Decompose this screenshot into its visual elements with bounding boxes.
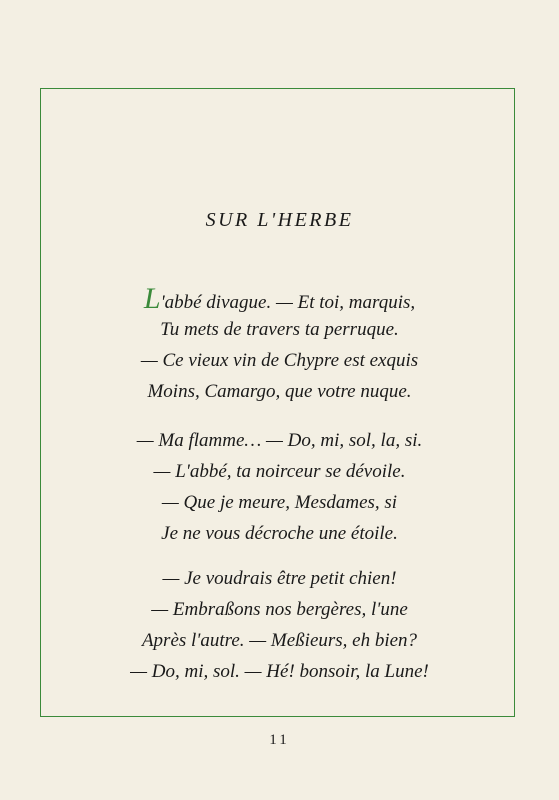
- poem-line: Je ne vous décroche une étoile.: [161, 523, 398, 544]
- poem-line: — Ma flamme… — Do, mi, sol, la, si.: [136, 430, 423, 451]
- poem-line: [0, 283, 559, 314]
- page-number: 11: [269, 732, 290, 748]
- poem-line: Après l'autre. — Meßieurs, eh bien?: [141, 630, 418, 651]
- poem-line: — Embraßons nos bergères, l'une: [151, 599, 408, 620]
- poem-line: Tu mets de travers ta perruque.: [160, 319, 399, 340]
- stanza-1: [0, 283, 559, 407]
- poem-line: — Que je meure, Mesdames, si: [161, 492, 398, 513]
- poem-line: — Do, mi, sol. — Hé! bonsoir, la Lune!: [130, 661, 429, 682]
- poem-line: Moins, Camargo, que votre nuque.: [147, 381, 412, 402]
- stanza-2: [0, 425, 559, 549]
- poem-line: — Ce vieux vin de Chypre est exquis: [140, 350, 419, 371]
- poem-title: SUR L'HERBE: [205, 209, 354, 231]
- poem-line-text: 'abbé divague. — Et toi, marquis,: [160, 292, 416, 313]
- stanza-3: [0, 563, 559, 687]
- poem-line: — L'abbé, ta noirceur se dévoile.: [153, 461, 406, 482]
- drop-cap: L: [143, 282, 161, 315]
- poem-line: — Je voudrais être petit chien!: [162, 568, 397, 589]
